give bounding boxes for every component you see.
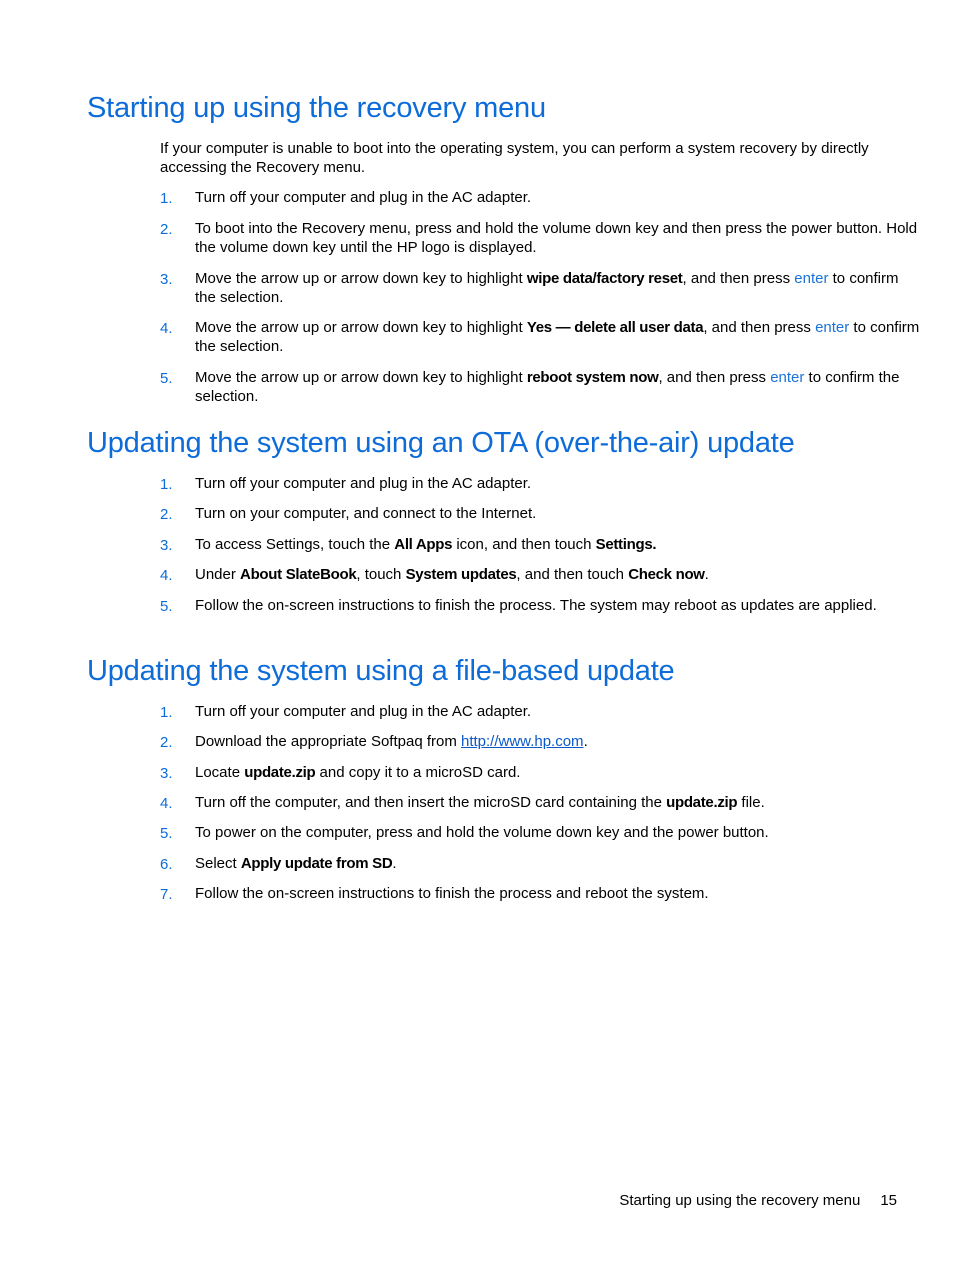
step-number: 2. <box>160 506 173 523</box>
step-text-run: file. <box>737 794 765 811</box>
ui-label-bold: About SlateBook <box>240 566 357 583</box>
step-number: 5. <box>160 598 173 615</box>
step-text <box>195 854 920 873</box>
key-name: enter <box>770 369 805 386</box>
step-text-run: Move the arrow up or arrow down key to highlight <box>195 270 527 287</box>
step-text-run: Download the appropriate Softpaq from <box>195 733 461 750</box>
step-number: 3. <box>160 765 173 782</box>
list-item <box>160 219 920 257</box>
step-text <box>195 763 920 782</box>
step-text-run: Turn off your computer and plug in the AC adapter. <box>195 189 532 206</box>
section-heading-ota-update: Updating the system using an OTA (over-the-air) update <box>87 427 795 459</box>
step-text <box>195 884 920 903</box>
step-text <box>195 565 920 584</box>
ui-label-bold: Yes — delete all user data <box>526 319 704 336</box>
list-item <box>160 535 920 554</box>
step-text-run: To power on the computer, press and hold the volume down key and the power button. <box>195 824 769 841</box>
step-number: 3. <box>160 537 173 554</box>
step-text <box>195 793 920 812</box>
step-text-run: To boot into the Recovery menu, press and hold the volume down key and then press the power button. Hold the volume down key until the HP logo is displayed. <box>195 220 918 256</box>
list-item <box>160 318 920 356</box>
step-text <box>195 823 920 842</box>
step-text <box>195 535 920 554</box>
step-number: 4. <box>160 567 173 584</box>
step-number: 5. <box>160 825 173 842</box>
step-text-run: to confirm the selection. <box>195 319 920 355</box>
step-text-run: Turn off the computer, and then insert the microSD card containing the <box>195 794 667 811</box>
step-text <box>195 219 920 257</box>
step-number: 6. <box>160 856 173 873</box>
ui-label-bold: wipe data/factory reset <box>526 270 683 287</box>
step-number: 1. <box>160 704 173 721</box>
list-item <box>160 884 920 903</box>
ui-label-bold: reboot system now <box>526 369 659 386</box>
ui-label-bold: System updates <box>405 566 517 583</box>
ui-label-bold: Check now <box>628 566 705 583</box>
step-text <box>195 504 920 523</box>
step-text-run: , touch <box>356 566 406 583</box>
step-text-run: , and then press <box>682 270 795 287</box>
list-item <box>160 188 920 207</box>
key-name: enter <box>815 319 850 336</box>
step-text-run: Turn on your computer, and connect to the Internet. <box>195 505 537 522</box>
list-item <box>160 732 920 751</box>
list-item <box>160 702 920 721</box>
step-number: 2. <box>160 734 173 751</box>
ui-label-bold: update.zip <box>666 794 738 811</box>
step-text-run: Follow the on-screen instructions to finish the process. The system may reboot as updates are applied. <box>195 597 877 614</box>
recovery-intro-paragraph: If your computer is unable to boot into the operating system, you can perform a system recovery by directly accessing the Recovery menu. <box>160 140 869 176</box>
step-number: 1. <box>160 476 173 493</box>
step-text-run: and copy it to a microSD card. <box>315 764 521 781</box>
step-number: 5. <box>160 370 173 387</box>
step-text-run: Follow the on-screen instructions to finish the process and reboot the system. <box>195 885 709 902</box>
step-text-run: To access Settings, touch the <box>195 536 395 553</box>
step-text-run: . <box>704 566 709 583</box>
step-text <box>195 702 920 721</box>
step-text <box>195 269 920 307</box>
step-text-run: , and then touch <box>516 566 629 583</box>
section-heading-file-based-update: Updating the system using a file-based update <box>87 655 675 687</box>
footer-section-title: Starting up using the recovery menu <box>619 1192 861 1209</box>
step-text <box>195 318 920 356</box>
ui-label-bold: All Apps <box>394 536 453 553</box>
step-text-run: to confirm the selection. <box>195 270 899 306</box>
step-text-run: , and then press <box>658 369 771 386</box>
step-text-run: Turn off your computer and plug in the AC adapter. <box>195 703 532 720</box>
step-text <box>195 368 920 406</box>
ui-label-bold: Settings. <box>595 536 657 553</box>
step-text-run: icon, and then touch <box>452 536 596 553</box>
step-text <box>195 732 920 751</box>
step-text-run: Move the arrow up or arrow down key to highlight <box>195 369 527 386</box>
step-text-run: . <box>583 733 588 750</box>
section-heading-recovery-menu: Starting up using the recovery menu <box>87 92 546 124</box>
list-item <box>160 596 920 615</box>
step-number: 1. <box>160 190 173 207</box>
hp-website-link[interactable]: http://www.hp.com <box>461 733 584 750</box>
list-item <box>160 368 920 406</box>
list-item <box>160 269 920 307</box>
step-text-run: . <box>392 855 397 872</box>
step-text-run: Select <box>195 855 241 872</box>
step-text-run: Under <box>195 566 241 583</box>
list-item <box>160 854 920 873</box>
page-footer <box>619 1191 897 1210</box>
list-item <box>160 504 920 523</box>
step-number: 7. <box>160 886 173 903</box>
list-item <box>160 763 920 782</box>
step-text <box>195 474 920 493</box>
step-text-run: , and then press <box>703 319 816 336</box>
list-item <box>160 474 920 493</box>
step-text-run: Turn off your computer and plug in the AC adapter. <box>195 475 532 492</box>
step-number: 4. <box>160 320 173 337</box>
list-item <box>160 565 920 584</box>
step-text-run: Move the arrow up or arrow down key to highlight <box>195 319 527 336</box>
step-number: 3. <box>160 271 173 288</box>
ui-label-bold: update.zip <box>244 764 316 781</box>
step-number: 4. <box>160 795 173 812</box>
step-text <box>195 188 920 207</box>
step-text-run: to confirm the selection. <box>195 369 900 405</box>
ui-label-bold: Apply update from SD <box>240 855 393 872</box>
step-text-run: Locate <box>195 764 245 781</box>
list-item <box>160 793 920 812</box>
list-item <box>160 823 920 842</box>
page-number: 15 <box>880 1192 897 1209</box>
key-name: enter <box>794 270 829 287</box>
step-text <box>195 596 920 615</box>
step-number: 2. <box>160 221 173 238</box>
